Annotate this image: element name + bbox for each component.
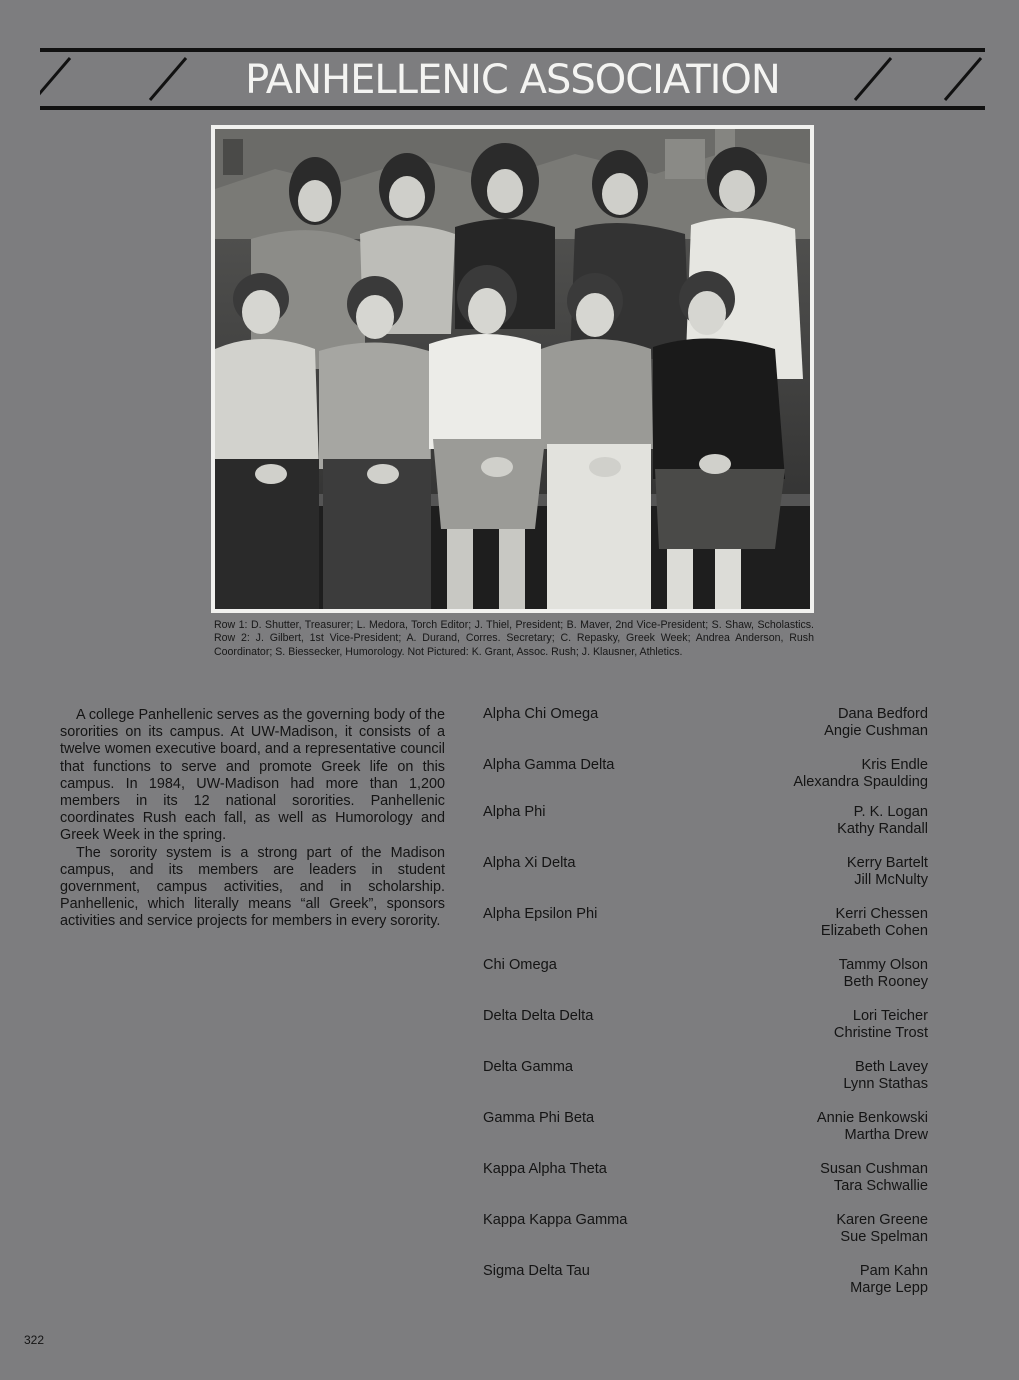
chapter-name: Delta Gamma — [483, 1059, 574, 1075]
roster-row — [483, 804, 928, 848]
representative-name: Christine Trost — [833, 1025, 928, 1041]
roster-row — [483, 1008, 928, 1052]
chapter-name: Alpha Phi — [483, 804, 546, 820]
article-body — [60, 707, 445, 931]
representative-name: Tammy Olson — [838, 957, 928, 973]
chapter-name: Kappa Alpha Theta — [483, 1161, 607, 1177]
article-paragraph: The sorority system is a strong part of the Madison campus, and its members are leaders in student government, campus activities, and in scholarship. Panhellenic, which literally means “all Greek”, sponsors activities and service projects for members in every sorority. — [60, 844, 445, 930]
representative-name: Pam Kahn — [859, 1263, 928, 1279]
chapter-name: Chi Omega — [483, 957, 557, 973]
representative-name: Susan Cushman — [820, 1161, 928, 1177]
roster-row — [483, 706, 928, 750]
representative-name: Annie Benkowski — [816, 1110, 928, 1126]
representative-name: Angie Cushman — [824, 723, 928, 739]
chapter-representatives — [793, 757, 928, 791]
representative-name: Martha Drew — [844, 1127, 928, 1143]
chapter-representatives — [834, 1008, 928, 1042]
roster-row — [483, 1059, 928, 1103]
roster-row — [483, 1110, 928, 1154]
chapter-representatives — [820, 1161, 928, 1195]
chapter-representatives — [839, 957, 928, 991]
chapter-representatives — [850, 1263, 928, 1297]
representative-name: Lori Teicher — [852, 1008, 928, 1024]
chapter-representatives — [836, 1212, 928, 1246]
representative-name: Dana Bedford — [837, 706, 928, 722]
representative-name: P. K. Logan — [853, 804, 928, 820]
roster-row — [483, 1263, 928, 1307]
representative-name: Alexandra Spaulding — [793, 774, 928, 790]
roster-row — [483, 855, 928, 899]
representative-name: Kris Endle — [861, 757, 928, 773]
chapter-representatives — [821, 906, 928, 940]
roster-row — [483, 906, 928, 950]
representative-name: Sue Spelman — [840, 1229, 928, 1245]
representative-name: Tara Schwallie — [833, 1178, 928, 1194]
group-photo — [211, 125, 814, 613]
representative-name: Karen Greene — [836, 1212, 928, 1228]
article-paragraph: A college Panhellenic serves as the governing body of the sororities on its campus. At UW-Madison, it consists of a twelve women executive board, and a representative council that functions to serve and promote Greek life on this campus. In 1984, UW-Madison had more than 1,200 members in its 12 national sororities. Panhellenic coordinates Rush each fall, as well as Humorology and Greek Week in the spring. — [60, 707, 445, 844]
page-number: 322 — [24, 1333, 45, 1347]
representative-name: Beth Lavey — [854, 1059, 928, 1075]
representative-name: Kerry Bartelt — [846, 855, 928, 871]
chapter-representatives — [843, 1059, 928, 1093]
representative-name: Kathy Randall — [837, 821, 928, 837]
chapter-name: Sigma Delta Tau — [483, 1263, 590, 1279]
representative-name: Marge Lepp — [850, 1280, 928, 1296]
roster-row — [483, 1161, 928, 1205]
chapter-name: Alpha Xi Delta — [483, 855, 576, 871]
chapter-name: Alpha Epsilon Phi — [483, 906, 598, 922]
roster-row — [483, 957, 928, 1001]
representative-name: Lynn Stathas — [843, 1076, 928, 1092]
roster-row — [483, 757, 928, 801]
representative-name: Elizabeth Cohen — [820, 923, 928, 939]
title-banner — [40, 48, 985, 112]
representative-name: Jill McNulty — [854, 872, 928, 888]
chapter-representatives — [837, 804, 928, 838]
roster-row — [483, 1212, 928, 1256]
chapter-name: Gamma Phi Beta — [483, 1110, 595, 1126]
representative-name: Beth Rooney — [843, 974, 928, 990]
chapter-representatives — [817, 1110, 928, 1144]
chapter-representatives — [824, 706, 928, 740]
group-photo-illustration — [215, 129, 810, 609]
chapter-representatives — [847, 855, 928, 889]
photo-caption: Row 1: D. Shutter, Treasurer; L. Medora, Torch Editor; J. Thiel, President; B. Maver, 2nd Vice-President; S. Shaw, Scholastics. Row 2: J. Gilbert, 1st Vice-President; A. Durand, Corres. Secretary; C. Repasky, Greek Week; Andrea Anderson, Rush Coordinator; S. Biessecker, Humorology. Not Pictured: K. Grant, Assoc. Rush; J. Klausner, Athletics. — [214, 619, 814, 658]
page-title: PANHELLENIC ASSOCIATION — [245, 57, 780, 103]
representative-name: Kerri Chessen — [835, 906, 928, 922]
chapter-name: Kappa Kappa Gamma — [483, 1212, 628, 1228]
chapter-name: Delta Delta Delta — [483, 1008, 594, 1024]
chapter-name: Alpha Chi Omega — [483, 706, 599, 722]
chapter-name: Alpha Gamma Delta — [483, 757, 615, 773]
